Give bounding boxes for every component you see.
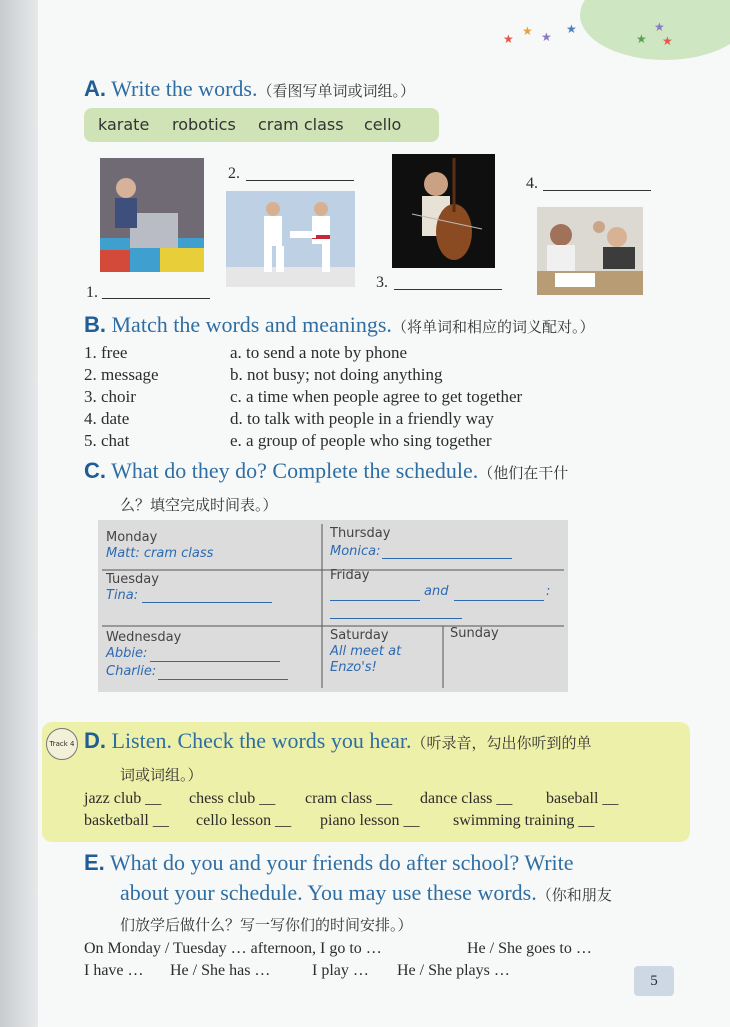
day-sunday: Sunday	[450, 626, 499, 641]
audio-track-icon[interactable]: Track 4	[46, 728, 78, 760]
section-letter: E.	[84, 850, 105, 875]
phrase-hint: He / She plays …	[397, 962, 510, 979]
match-meaning: a. to send a note by phone	[230, 343, 408, 362]
word-bank-item: robotics	[172, 115, 236, 134]
phrase-hint: I have …	[84, 962, 144, 979]
schedule-blank[interactable]	[330, 618, 462, 619]
section-letter: B.	[84, 312, 106, 337]
section-e-heading	[84, 850, 574, 876]
day-monday: Monday	[106, 530, 158, 545]
match-word: 5. chat	[84, 431, 130, 450]
section-cn: （他们在干什	[478, 464, 569, 482]
section-b-heading	[84, 312, 594, 338]
match-meaning: d. to talk with people in a friendly way	[230, 409, 494, 428]
section-letter: A.	[84, 76, 106, 101]
star-icon: ★	[566, 22, 577, 36]
match-word: 2. message	[84, 365, 159, 384]
star-icon: ★	[541, 30, 552, 44]
answer-blank[interactable]	[394, 289, 502, 290]
section-title: about your schedule. You may use these words.	[120, 880, 537, 905]
schedule-entry: Charlie:	[106, 664, 157, 679]
match-word: 3. choir	[84, 387, 136, 406]
phrase-hint: He / She goes to …	[467, 940, 592, 957]
listen-option[interactable]: basketball __	[84, 812, 169, 829]
schedule-entry: Monica:	[330, 544, 381, 559]
section-cn: 么？填空完成时间表。）	[120, 496, 278, 514]
schedule-entry: Enzo's!	[330, 660, 377, 675]
section-title: Listen. Check the words you hear.	[111, 728, 412, 753]
section-cn: 们放学后做什么？写一写你们的时间安排。）	[120, 916, 413, 934]
word-bank-item: karate	[98, 115, 150, 134]
day-thursday: Thursday	[330, 526, 391, 541]
schedule-connector: :	[546, 584, 551, 599]
answer-number: 4.	[526, 175, 538, 192]
listen-option[interactable]: cello lesson __	[196, 812, 292, 829]
cello-photo	[392, 154, 495, 268]
section-a-heading	[84, 76, 415, 102]
section-title: What do you and your friends do after school? Write	[109, 850, 574, 875]
section-cn: （听录音，勾出你听到的单	[411, 734, 592, 752]
answer-blank[interactable]	[543, 190, 651, 191]
schedule-blank[interactable]	[454, 600, 544, 601]
cram-class-photo	[537, 207, 643, 295]
schedule-blank[interactable]	[142, 602, 272, 603]
schedule-table	[98, 520, 568, 692]
schedule-blank[interactable]	[158, 679, 288, 680]
day-tuesday: Tuesday	[106, 572, 159, 587]
schedule-entry: Matt: cram class	[106, 546, 214, 561]
day-saturday: Saturday	[330, 628, 389, 643]
day-friday: Friday	[330, 568, 370, 583]
phrase-hint: I play …	[312, 962, 369, 979]
match-meaning: b. not busy; not doing anything	[230, 365, 443, 384]
listen-option[interactable]: piano lesson __	[320, 812, 420, 829]
section-e-heading-cont	[120, 880, 612, 906]
book-binding	[0, 0, 38, 1027]
word-bank-item: cram class	[258, 115, 344, 134]
schedule-entry: Abbie:	[106, 646, 148, 661]
star-icon: ★	[654, 20, 665, 34]
page-number: 5	[634, 966, 674, 996]
answer-number: 1.	[86, 284, 98, 301]
star-icon: ★	[662, 34, 673, 48]
section-title: Match the words and meanings.	[111, 312, 392, 337]
robotics-photo	[100, 158, 204, 272]
section-title: Write the words.	[111, 76, 258, 101]
listen-option[interactable]: dance class __	[420, 790, 513, 807]
section-cn: （看图写单词或词组。）	[257, 82, 415, 100]
karate-photo	[226, 191, 355, 287]
day-wednesday: Wednesday	[106, 630, 182, 645]
phrase-hint: He / She has …	[170, 962, 271, 979]
schedule-blank[interactable]	[330, 600, 420, 601]
section-cn: （你和朋友	[536, 886, 612, 904]
star-icon: ★	[503, 32, 514, 46]
section-c-heading	[84, 458, 568, 484]
star-icon: ★	[522, 24, 533, 38]
match-word: 4. date	[84, 409, 130, 428]
word-bank-item: cello	[364, 115, 402, 134]
section-d-heading	[84, 728, 592, 754]
phrase-hint: On Monday / Tuesday … afternoon, I go to …	[84, 940, 382, 957]
answer-number: 2.	[228, 165, 240, 182]
word-bank	[84, 108, 439, 142]
section-cn: 词或词组。）	[120, 766, 203, 784]
answer-blank[interactable]	[246, 180, 354, 181]
schedule-blank[interactable]	[382, 558, 512, 559]
section-cn: （将单词和相应的词义配对。）	[391, 318, 595, 336]
answer-blank[interactable]	[102, 298, 210, 299]
listen-option[interactable]: baseball __	[546, 790, 619, 807]
section-letter: C.	[84, 458, 106, 483]
answer-number: 3.	[376, 274, 388, 291]
section-letter: D.	[84, 728, 106, 753]
schedule-entry: Tina:	[106, 588, 139, 603]
listen-option[interactable]: chess club __	[189, 790, 276, 807]
listen-option[interactable]: cram class __	[305, 790, 393, 807]
section-title: What do they do? Complete the schedule.	[111, 458, 479, 483]
match-meaning: c. a time when people agree to get together	[230, 387, 523, 406]
star-icon: ★	[636, 32, 647, 46]
schedule-connector: and	[424, 584, 449, 599]
schedule-entry: All meet at	[330, 644, 402, 659]
listen-option[interactable]: swimming training __	[453, 812, 595, 829]
listen-option[interactable]: jazz club __	[84, 790, 162, 807]
match-word: 1. free	[84, 343, 128, 362]
schedule-blank[interactable]	[150, 661, 280, 662]
match-meaning: e. a group of people who sing together	[230, 431, 492, 450]
